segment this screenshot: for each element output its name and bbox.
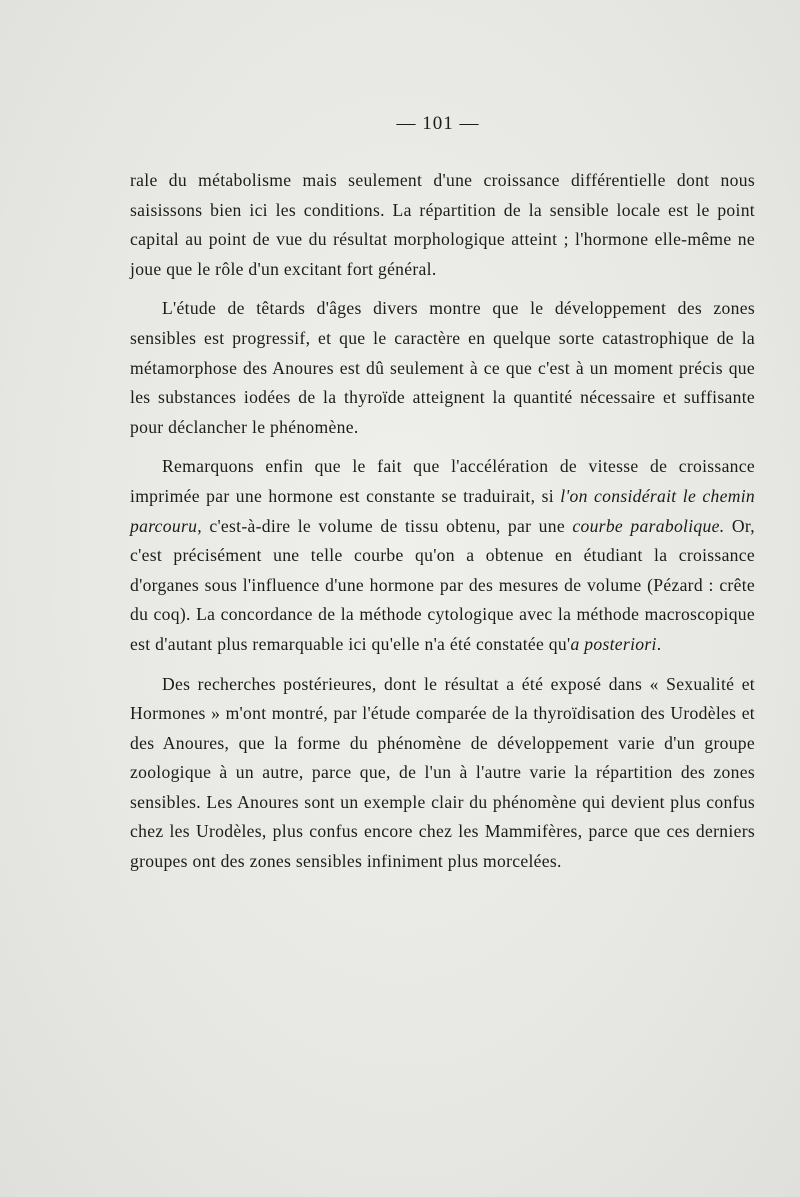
paragraph-3-italic-2: courbe parabolique.: [572, 515, 725, 536]
paragraph-3-italic-1: l'on considérait le chemin parcouru,: [130, 485, 755, 536]
paragraph-2: L'étude de têtards d'âges divers montre que le développement des zones sensibles est progressif, et que le caractère en quelque sorte catastrophique de la métamorphose des Anoures est dû seulement à ce que c'est à un moment précis que les substances iodées de la thyroïde atteignent la quantité nécessaire et suffisante pour déclancher le phénomène.: [130, 298, 755, 437]
body-text: [130, 166, 755, 877]
paragraph-3-part-3: Or, c'est précisément une telle courbe qu'on a obtenue en étudiant la croissance d'organes sous l'influence d'une hormone par des mesures de volume (Pézard : crête du coq). La concordance de la méthode cytologique avec la méthode macroscopique est d'autant plus remarquable ici qu'elle n'a été constatée qu': [130, 515, 755, 654]
paragraph-3-part-2: c'est-à-dire le volume de tissu obtenu, par une: [201, 515, 573, 536]
paragraph-3-italic-3: a posteriori: [570, 633, 657, 654]
paragraph-1: rale du métabolisme mais seulement d'une croissance différentielle dont nous saisissons bien ici les conditions. La répartition de la sensible locale est le point capital au point de vue du résultat morphologique atteint ; l'hormone elle-même ne joue que le rôle d'un excitant fort général.: [130, 170, 755, 279]
paragraph-3: [130, 452, 755, 659]
paragraph-3-part-1: Remarquons enfin que le fait que l'accélération de vitesse de croissance imprimée par une hormone est constante se traduirait, si: [130, 456, 755, 506]
paragraph-4: Des recherches postérieures, dont le résultat a été exposé dans « Sexualité et Hormones » m'ont montré, par l'étude comparée de la thyroïdisation des Urodèles et des Anoures, que la forme du phénomène de développement varie d'un groupe zoologique à un autre, parce que, de l'un à l'autre varie la répartition des zones sensibles. Les Anoures sont un exemple clair du phénomène qui devient plus confus chez les Urodèles, plus confus encore chez les Mammifères, parce que ces derniers groupes ont des zones sensibles infiniment plus morcelées.: [130, 673, 755, 872]
paragraph-3-part-4: .: [656, 633, 662, 654]
page-number: — 101 —: [396, 113, 480, 134]
